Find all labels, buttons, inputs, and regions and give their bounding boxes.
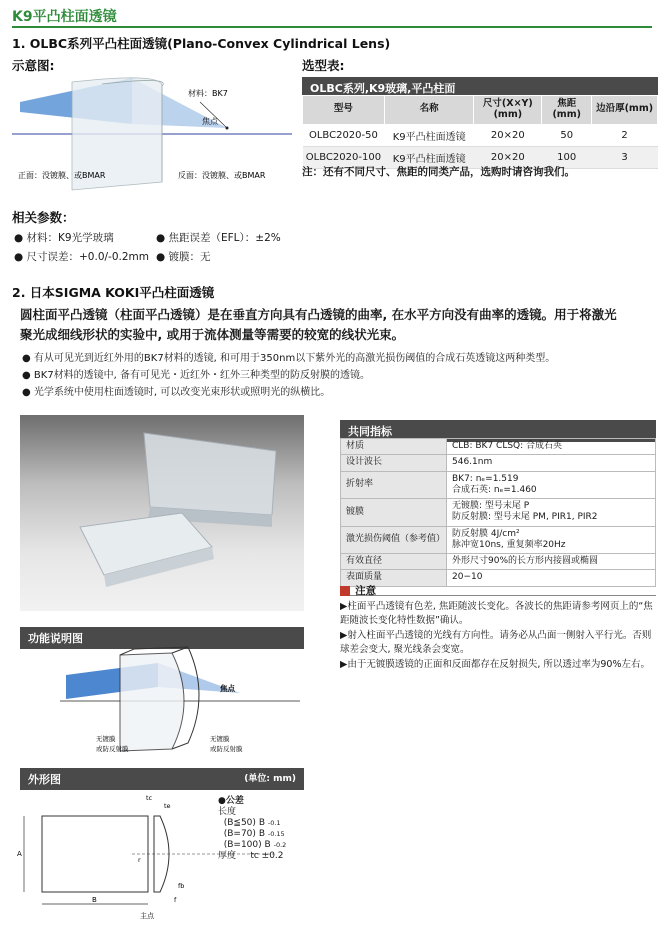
back-label: 反面：没镀膜、或BMAR (178, 171, 266, 180)
selection-table-caption: OLBC系列,K9玻璃,平凸柱面 (302, 77, 658, 99)
list-item: ● BK7材料的透镜中, 备有可见光・近红外・红外三种类型的防反射膜的透镜。 (22, 370, 371, 381)
selection-table (302, 95, 658, 169)
right-coat-label: 无镀膜 (210, 735, 230, 743)
lens-schematic (12, 72, 292, 196)
left-coat-label-2: 或防反射膜 (96, 745, 129, 753)
section2-intro: 圆柱面平凸透镜（柱面平凸透镜）是在垂直方向具有凸透镜的曲率, 在水平方向没有曲率的透镜。用于将激光聚光成细线形状的实验中, 或用于流体测量等需要的较宽的线状光束。 (20, 307, 617, 342)
diagram-label: 示意图: (12, 58, 55, 73)
spec-table-title: 共同指标 (340, 420, 656, 442)
col-name: 名称 (384, 96, 474, 125)
table-row: 折射率 BK7: nₑ=1.519 合成石英: nₑ=1.460 (341, 471, 656, 499)
param-item: ● 材料：K9光学玻璃 (14, 232, 114, 244)
dim-r: r (138, 856, 141, 864)
spec-table (340, 438, 656, 587)
param-item: ● 焦距误差（EFL）：±2% (156, 232, 281, 244)
caution-list (340, 600, 658, 672)
list-item: ▶由于无镀膜透镜的正面和反面都存在反射损失, 所以透过率为90%左右。 (340, 659, 650, 670)
tolerance-block: ●公差 长度 (B≦50) B -0.1 (B=70) B -0.15 (B=100) B -0.2 厚度 tc ±0.2 (218, 796, 287, 861)
dim-A: A (17, 850, 22, 858)
table-row: OLBC2020-50 K9平凸柱面透镜 20×20 50 2 (303, 124, 658, 146)
dim-te: te (164, 802, 171, 810)
right-coat-label-2: 或防反射膜 (210, 745, 243, 753)
param-item: ● 尺寸误差：+0.0/-0.2mm (14, 251, 149, 263)
material-label: 材料：BK7 (188, 89, 228, 98)
table-row: 设计波长 546.1nm (341, 455, 656, 471)
main-point-label: 主点 (140, 912, 154, 920)
focus-label: 焦点 (202, 117, 218, 126)
col-edge: 边沿厚(mm) (592, 96, 658, 125)
focus-label: 焦点 (220, 684, 235, 693)
function-diagram (60, 645, 300, 757)
section1-title: 1. OLBC系列平凸柱面透镜(Plano-Convex Cylindrical Lens) (12, 36, 391, 51)
caution-icon (340, 586, 350, 596)
header-divider (12, 26, 652, 28)
param-item: ● 镀膜：无 (156, 251, 211, 263)
list-item: ● 光学系统中使用柱面透镜时, 可以改变光束形状或照明光的纵横比。 (22, 387, 331, 398)
dim-f: f (174, 896, 177, 904)
selection-note: 注：还有不同尺寸、焦距的同类产品，选购时请咨询我们。 (302, 166, 575, 178)
caution-header: 注意 (340, 580, 656, 596)
front-label: 正面：没镀膜、或BMAR (18, 171, 106, 180)
list-item: ▶射入柱面平凸透镜的光线有方向性。请务必从凸面一侧射入平行光。否则球差会变大, 聚光线条会变宽。 (340, 630, 652, 655)
table-row: 表面质量 20−10 (341, 570, 656, 586)
page-title: K9平凸柱面透镜 (12, 9, 117, 25)
list-item: ▶柱面平凸透镜有色差, 焦距随波长变化。各波长的焦距请参考网页上的“焦距随波长变化特性数据”确认。 (340, 601, 653, 626)
col-size: 尺寸(X×Y) (mm) (474, 96, 542, 125)
left-coat-label: 无镀膜 (96, 735, 116, 743)
table-row: 有效直径 外形尺寸90%的长方形内接圆或椭圆 (341, 554, 656, 570)
shape-diagram-title: 外形图 (单位: mm) (20, 768, 304, 790)
table-row: 材质 CLB: BK7 CLSQ: 合成石英 (341, 439, 656, 455)
table-row: 激光损伤阈值（参考值） 防反射膜 4J/cm² 脉冲宽10ns, 重复频率20Hz (341, 526, 656, 554)
dim-B: B (92, 896, 97, 904)
feature-list (22, 350, 652, 401)
section2-title: 2. 日本SIGMA KOKI平凸柱面透镜 (12, 285, 215, 300)
list-item: ● 有从可见光到近红外用的BK7材料的透镜, 和可用于350nm以下紫外光的高激光损伤阈值的合成石英透镜这两种类型。 (22, 353, 556, 364)
selection-label: 选型表: (302, 58, 345, 73)
dim-tc: tc (146, 794, 153, 802)
col-model: 型号 (303, 96, 385, 125)
dim-fb: fb (178, 882, 185, 890)
lens-product-photo (20, 415, 304, 611)
table-row: OLBC2020-100 K9平凸柱面透镜 20×20 100 3 (303, 146, 658, 168)
function-diagram-title: 功能说明图 (20, 627, 304, 649)
table-row: 镀膜 无镀膜: 型号末尾 P 防反射膜: 型号末尾 PM, PIR1, PIR2 (341, 499, 656, 527)
col-focal: 焦距 (mm) (542, 96, 592, 125)
params-title: 相关参数： (12, 210, 75, 225)
